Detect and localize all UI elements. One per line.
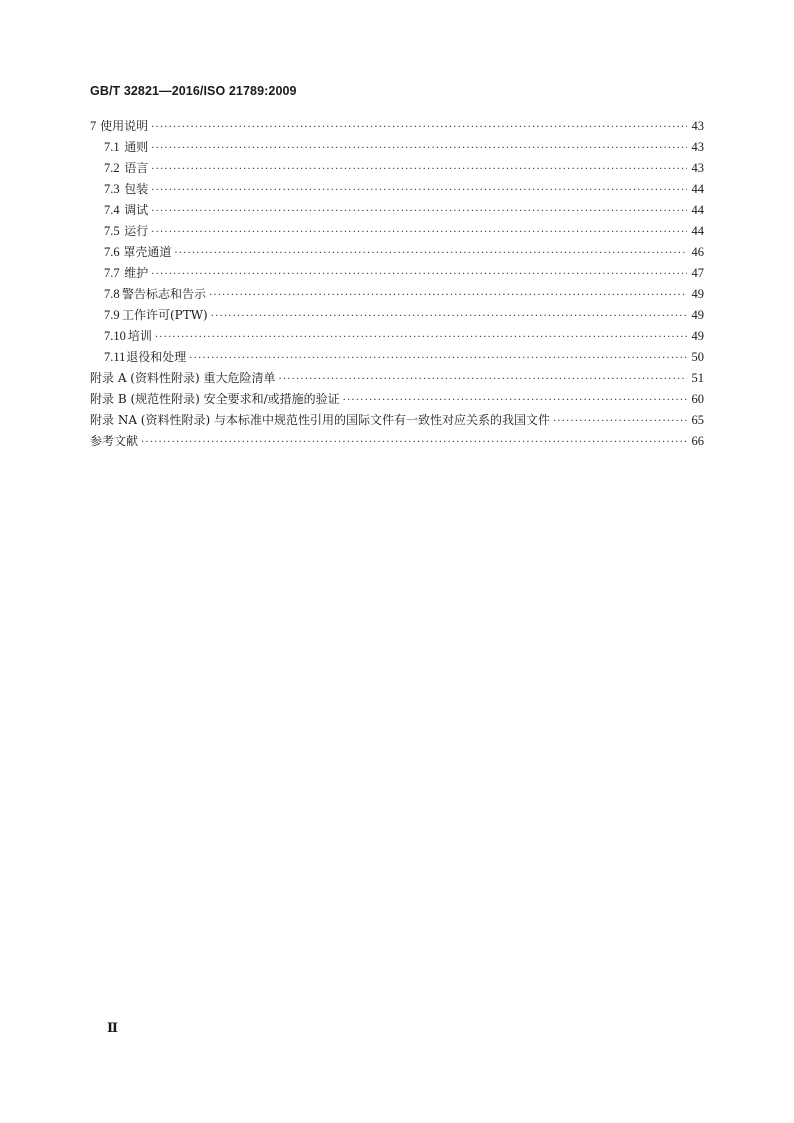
- toc-entry-7-5[interactable]: [90, 222, 704, 243]
- toc-entry-title: 工作许可(PTW): [121, 308, 208, 322]
- toc-entry-page: 44: [691, 182, 704, 196]
- toc-entry-number: 7.1: [104, 140, 120, 154]
- dot-leader: [211, 311, 687, 322]
- toc-entry-7-9[interactable]: [90, 306, 704, 327]
- toc-entry-number: 7.2: [104, 161, 120, 175]
- toc-entry-7-2[interactable]: [90, 159, 704, 180]
- toc-entry-number: 7.11: [104, 350, 126, 364]
- dot-leader: [174, 248, 687, 259]
- dot-leader: [151, 227, 687, 238]
- toc-entry-page: 49: [691, 329, 704, 343]
- dot-leader: [278, 374, 687, 385]
- dot-leader: [141, 437, 687, 448]
- dot-leader: [151, 143, 687, 154]
- toc-entry-title: 培训: [127, 329, 152, 343]
- toc-entry-page: 46: [691, 245, 704, 259]
- toc-entry-page: 51: [691, 371, 704, 385]
- standard-code-header: GB/T 32821—2016/ISO 21789:2009: [90, 84, 297, 98]
- dot-leader: [151, 269, 687, 280]
- toc-entry-7-7[interactable]: [90, 264, 704, 285]
- toc-entry-page: 50: [691, 350, 704, 364]
- toc-entry-title: 语言: [124, 161, 149, 175]
- toc-entry-chapter-7[interactable]: [90, 117, 704, 138]
- toc-entry-title: 通则: [124, 140, 149, 154]
- dot-leader: [151, 206, 687, 217]
- toc-entry-number: 7.4: [104, 203, 120, 217]
- toc-entry-title: 附录 B (规范性附录) 安全要求和/或措施的验证: [90, 392, 340, 406]
- toc-entry-page: 60: [691, 392, 704, 406]
- toc-entry-page: 66: [691, 434, 704, 448]
- toc-entry-number: 7.9: [104, 308, 120, 322]
- toc-entry-7-1[interactable]: [90, 138, 704, 159]
- toc-entry-7-4[interactable]: [90, 201, 704, 222]
- dot-leader: [553, 416, 687, 427]
- toc-entry-appendix-b[interactable]: [90, 390, 704, 411]
- toc-entry-title: 参考文献: [90, 434, 139, 448]
- toc-entry-page: 43: [691, 161, 704, 175]
- toc-entry-page: 49: [691, 308, 704, 322]
- toc-entry-title: 调试: [124, 203, 149, 217]
- toc-entry-page: 44: [691, 203, 704, 217]
- toc-entry-number: 7.3: [104, 182, 120, 196]
- toc-entry-title: 维护: [124, 266, 149, 280]
- toc-entry-title: 运行: [124, 224, 149, 238]
- dot-leader: [189, 353, 687, 364]
- dot-leader: [209, 290, 687, 301]
- toc-entry-number: 7.7: [104, 266, 120, 280]
- toc-entry-number: 7.5: [104, 224, 120, 238]
- toc-entry-page: 43: [691, 119, 704, 133]
- toc-entry-title: 使用说明: [100, 119, 149, 133]
- toc-entry-7-11[interactable]: [90, 348, 704, 369]
- toc-entry-number: 7.6: [104, 245, 120, 259]
- toc-entry-7-6[interactable]: [90, 243, 704, 264]
- toc-entry-number: 7.8: [104, 287, 120, 301]
- toc-entry-appendix-na[interactable]: [90, 411, 704, 432]
- toc-entry-7-3[interactable]: [90, 180, 704, 201]
- dot-leader: [343, 395, 687, 406]
- dot-leader: [151, 164, 687, 175]
- toc-entry-7-8[interactable]: [90, 285, 704, 306]
- toc-entry-page: 43: [691, 140, 704, 154]
- toc-entry-title: 包装: [124, 182, 149, 196]
- page-number-footer: Ⅱ: [107, 1020, 118, 1035]
- toc-entry-number: 7.10: [104, 329, 126, 343]
- dot-leader: [151, 185, 687, 196]
- toc-entry-title: 罩壳通道: [123, 245, 172, 259]
- toc-entry-title: 警告标志和告示: [122, 287, 207, 301]
- toc-entry-page: 44: [691, 224, 704, 238]
- dot-leader: [151, 122, 687, 133]
- toc-entry-page: 65: [691, 413, 704, 427]
- toc-entry-7-10[interactable]: [90, 327, 704, 348]
- toc-entry-title: 退役和处理: [126, 350, 187, 364]
- dot-leader: [155, 332, 687, 343]
- table-of-contents: [90, 117, 704, 453]
- toc-entry-title: 附录 NA (资料性附录) 与本标准中规范性引用的国际文件有一致性对应关系的我国文件: [90, 413, 550, 427]
- toc-entry-page: 47: [691, 266, 704, 280]
- toc-entry-title: 附录 A (资料性附录) 重大危险清单: [90, 371, 276, 385]
- toc-entry-page: 49: [691, 287, 704, 301]
- toc-entry-bibliography[interactable]: [90, 432, 704, 453]
- toc-entry-number: 7: [90, 119, 97, 133]
- toc-entry-appendix-a[interactable]: [90, 369, 704, 390]
